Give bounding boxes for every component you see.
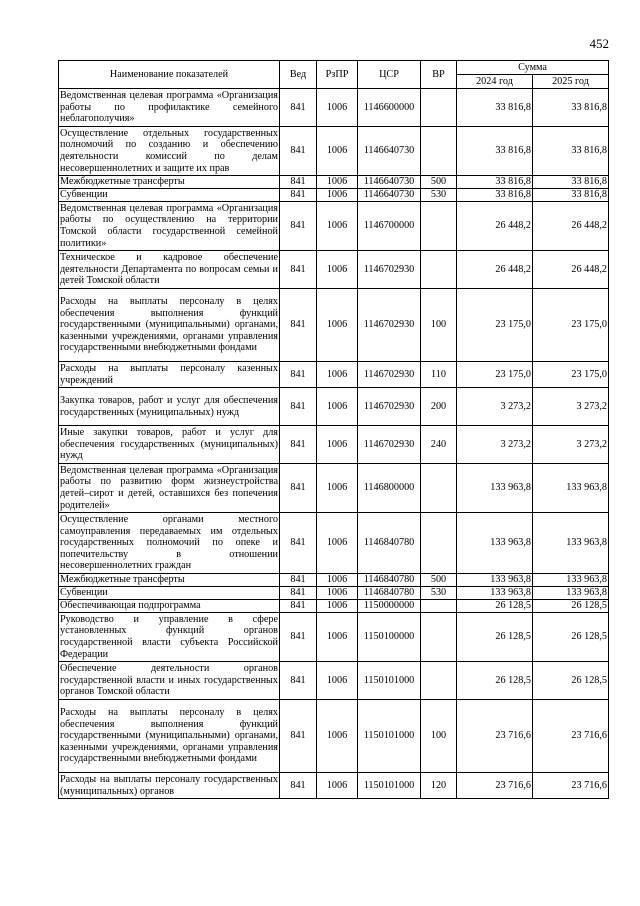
row-sum-2025: 26 128,5 — [533, 600, 609, 613]
row-rzpr: 1006 — [317, 464, 358, 513]
row-sum-2025: 133 963,8 — [533, 464, 609, 513]
table-row — [59, 289, 609, 362]
table-row — [59, 513, 609, 574]
row-name: Иные закупки товаров, работ и услуг для обеспечения государственных (муниципальных) нужд — [59, 426, 280, 464]
budget-table — [58, 60, 609, 799]
header-sum: Сумма — [457, 61, 609, 75]
row-rzpr: 1006 — [317, 388, 358, 426]
row-sum-2025: 33 816,8 — [533, 176, 609, 189]
row-name: Закупка товаров, работ и услуг для обеспечения государственных (муниципальных) нужд — [59, 388, 280, 426]
row-rzpr: 1006 — [317, 613, 358, 662]
table-row — [59, 189, 609, 202]
row-ved: 841 — [280, 289, 317, 362]
row-csr: 1146600000 — [358, 89, 421, 127]
row-rzpr: 1006 — [317, 513, 358, 574]
row-ved: 841 — [280, 613, 317, 662]
row-rzpr: 1006 — [317, 426, 358, 464]
row-name: Ведомственная целевая программа «Организация работы по осуществлению на территории Томской области государственной семейной политики» — [60, 202, 278, 249]
table-row — [59, 362, 609, 388]
row-ved: 841 — [280, 513, 317, 574]
row-rzpr: 1006 — [317, 176, 358, 189]
row-sum-2024: 26 448,2 — [457, 202, 533, 251]
row-csr: 1146702930 — [358, 388, 421, 426]
row-name: Руководство и управление в сфере установленных функций органов государственной власти субъекта Российской Федерации — [60, 613, 278, 660]
table-row — [59, 600, 609, 613]
row-vr: 240 — [421, 426, 457, 464]
row-vr: 500 — [421, 574, 457, 587]
row-name: Субвенции — [59, 189, 280, 202]
row-rzpr: 1006 — [317, 202, 358, 251]
row-sum-2024: 23 716,6 — [457, 700, 533, 773]
row-name: Осуществление органами местного самоуправления передаваемых им отдельных государственных полномочий по опеке и попечительству в отношении несовершеннолетних граждан — [59, 513, 280, 574]
row-sum-2024: 23 175,0 — [457, 362, 533, 388]
row-name: Межбюджетные трансферты — [59, 574, 280, 587]
row-name: Расходы на выплаты персоналу в целях обеспечения выполнения функций государственными (муниципальными) органами, казенными учреждениями, органами управления государственными внебюджетными фондами — [59, 289, 280, 362]
row-csr: 1146840780 — [358, 513, 421, 574]
row-sum-2025: 26 128,5 — [533, 613, 609, 662]
row-name: Расходы на выплаты персоналу в целях обеспечения выполнения функций государственными (муниципальными) органами, казенными учреждениями, органами управления государственными внебюджетными фондами — [59, 700, 280, 773]
row-vr: 530 — [421, 189, 457, 202]
table-row — [59, 700, 609, 773]
row-vr: 110 — [421, 362, 457, 388]
row-name: Обеспечивающая подпрограмма — [59, 600, 280, 613]
row-ved: 841 — [280, 700, 317, 773]
row-sum-2024: 33 816,8 — [457, 189, 533, 202]
row-rzpr: 1006 — [317, 89, 358, 127]
table-row — [59, 176, 609, 189]
row-rzpr: 1006 — [317, 587, 358, 600]
row-ved: 841 — [280, 202, 317, 251]
row-csr: 1146840780 — [358, 574, 421, 587]
row-rzpr: 1006 — [317, 189, 358, 202]
row-csr: 1150101000 — [358, 700, 421, 773]
row-sum-2025: 133 963,8 — [533, 513, 609, 574]
row-ved: 841 — [280, 362, 317, 388]
row-name: Расходы на выплаты персоналу казенных учреждений — [60, 362, 278, 386]
row-sum-2024: 33 816,8 — [457, 127, 533, 176]
row-vr — [421, 89, 457, 127]
row-sum-2025: 33 816,8 — [533, 189, 609, 202]
row-sum-2025: 26 128,5 — [533, 662, 609, 700]
table-body — [59, 89, 609, 799]
row-vr — [421, 513, 457, 574]
row-ved: 841 — [280, 251, 317, 289]
header-year-2025: 2025 год — [533, 75, 609, 89]
row-vr — [421, 613, 457, 662]
row-ved: 841 — [280, 127, 317, 176]
row-vr: 500 — [421, 176, 457, 189]
row-ved: 841 — [280, 388, 317, 426]
row-vr: 530 — [421, 587, 457, 600]
row-sum-2025: 23 175,0 — [533, 362, 609, 388]
row-vr: 200 — [421, 388, 457, 426]
row-vr — [421, 662, 457, 700]
row-sum-2024: 133 963,8 — [457, 574, 533, 587]
header-rzpr: РзПР — [317, 61, 358, 89]
row-rzpr: 1006 — [317, 362, 358, 388]
row-sum-2024: 23 716,6 — [457, 773, 533, 799]
table-row — [59, 127, 609, 176]
table-row — [59, 574, 609, 587]
row-vr: 120 — [421, 773, 457, 799]
table-row — [59, 662, 609, 700]
row-rzpr: 1006 — [317, 289, 358, 362]
table-row — [59, 202, 609, 251]
row-name: Расходы на выплаты персоналу государственных (муниципальных) органов — [60, 773, 278, 797]
row-vr — [421, 251, 457, 289]
row-sum-2024: 133 963,8 — [457, 464, 533, 513]
header-name: Наименование показателей — [59, 61, 280, 89]
row-rzpr: 1006 — [317, 773, 358, 799]
row-sum-2025: 33 816,8 — [533, 89, 609, 127]
table-row — [59, 251, 609, 289]
row-ved: 841 — [280, 464, 317, 513]
row-csr: 1146702930 — [358, 362, 421, 388]
row-sum-2024: 26 128,5 — [457, 662, 533, 700]
table-row — [59, 464, 609, 513]
row-name: Осуществление отдельных государственных полномочий по созданию и обеспечению деятельности комиссий по делам несовершеннолетних и защите их прав — [60, 127, 278, 174]
row-sum-2025: 3 273,2 — [533, 426, 609, 464]
row-name: Ведомственная целевая программа «Организация работы по развитию форм жизнеустройства детей–сирот и детей, оставшихся без попечения родителей» — [60, 464, 278, 511]
row-sum-2024: 3 273,2 — [457, 426, 533, 464]
row-sum-2025: 23 716,6 — [533, 700, 609, 773]
row-csr: 1146702930 — [358, 251, 421, 289]
table-header — [59, 61, 609, 89]
row-vr — [421, 127, 457, 176]
row-sum-2025: 133 963,8 — [533, 574, 609, 587]
row-name: Обеспечение деятельности органов государственной власти и иных государственных органов Томской области — [59, 662, 280, 700]
table-row — [59, 426, 609, 464]
row-ved: 841 — [280, 574, 317, 587]
row-csr: 1150100000 — [358, 613, 421, 662]
row-sum-2025: 3 273,2 — [533, 388, 609, 426]
row-sum-2025: 26 448,2 — [533, 251, 609, 289]
row-sum-2024: 23 175,0 — [457, 289, 533, 362]
row-name: Техническое и кадровое обеспечение деятельности Департамента по вопросам семьи и детей Томской области — [59, 251, 280, 289]
row-csr: 1146700000 — [358, 202, 421, 251]
row-csr: 1146840780 — [358, 587, 421, 600]
row-ved: 841 — [280, 600, 317, 613]
row-ved: 841 — [280, 587, 317, 600]
row-csr: 1146640730 — [358, 189, 421, 202]
table-row — [59, 773, 609, 799]
row-name: Субвенции — [59, 587, 280, 600]
row-rzpr: 1006 — [317, 600, 358, 613]
row-csr: 1146800000 — [358, 464, 421, 513]
row-sum-2025: 133 963,8 — [533, 587, 609, 600]
header-ved: Вед — [280, 61, 317, 89]
row-ved: 841 — [280, 189, 317, 202]
row-vr — [421, 600, 457, 613]
table-row — [59, 587, 609, 600]
row-name: Межбюджетные трансферты — [59, 176, 280, 189]
header-vr: ВР — [421, 61, 457, 89]
row-sum-2024: 133 963,8 — [457, 513, 533, 574]
row-csr: 1146702930 — [358, 426, 421, 464]
row-ved: 841 — [280, 662, 317, 700]
row-sum-2024: 33 816,8 — [457, 89, 533, 127]
row-vr: 100 — [421, 700, 457, 773]
row-rzpr: 1006 — [317, 251, 358, 289]
row-sum-2024: 26 448,2 — [457, 251, 533, 289]
row-csr: 1146640730 — [358, 176, 421, 189]
row-sum-2025: 33 816,8 — [533, 127, 609, 176]
row-ved: 841 — [280, 773, 317, 799]
row-vr — [421, 202, 457, 251]
row-rzpr: 1006 — [317, 700, 358, 773]
row-ved: 841 — [280, 176, 317, 189]
row-sum-2024: 26 128,5 — [457, 600, 533, 613]
row-csr: 1150101000 — [358, 773, 421, 799]
row-ved: 841 — [280, 426, 317, 464]
row-csr: 1150101000 — [358, 662, 421, 700]
row-sum-2024: 26 128,5 — [457, 613, 533, 662]
table-row — [59, 388, 609, 426]
row-rzpr: 1006 — [317, 127, 358, 176]
row-vr — [421, 464, 457, 513]
row-name: Ведомственная целевая программа «Организация работы по профилактике семейного неблагополучия» — [59, 89, 280, 127]
header-year-2024: 2024 год — [457, 75, 533, 89]
table-row — [59, 613, 609, 662]
table-row — [59, 89, 609, 127]
row-csr: 1150000000 — [358, 600, 421, 613]
page-number: 452 — [589, 36, 609, 51]
row-sum-2025: 26 448,2 — [533, 202, 609, 251]
row-ved: 841 — [280, 89, 317, 127]
row-sum-2025: 23 175,0 — [533, 289, 609, 362]
row-sum-2025: 23 716,6 — [533, 773, 609, 799]
header-csr: ЦСР — [358, 61, 421, 89]
row-csr: 1146702930 — [358, 289, 421, 362]
row-rzpr: 1006 — [317, 662, 358, 700]
row-sum-2024: 133 963,8 — [457, 587, 533, 600]
row-rzpr: 1006 — [317, 574, 358, 587]
row-sum-2024: 3 273,2 — [457, 388, 533, 426]
row-csr: 1146640730 — [358, 127, 421, 176]
row-vr: 100 — [421, 289, 457, 362]
row-sum-2024: 33 816,8 — [457, 176, 533, 189]
